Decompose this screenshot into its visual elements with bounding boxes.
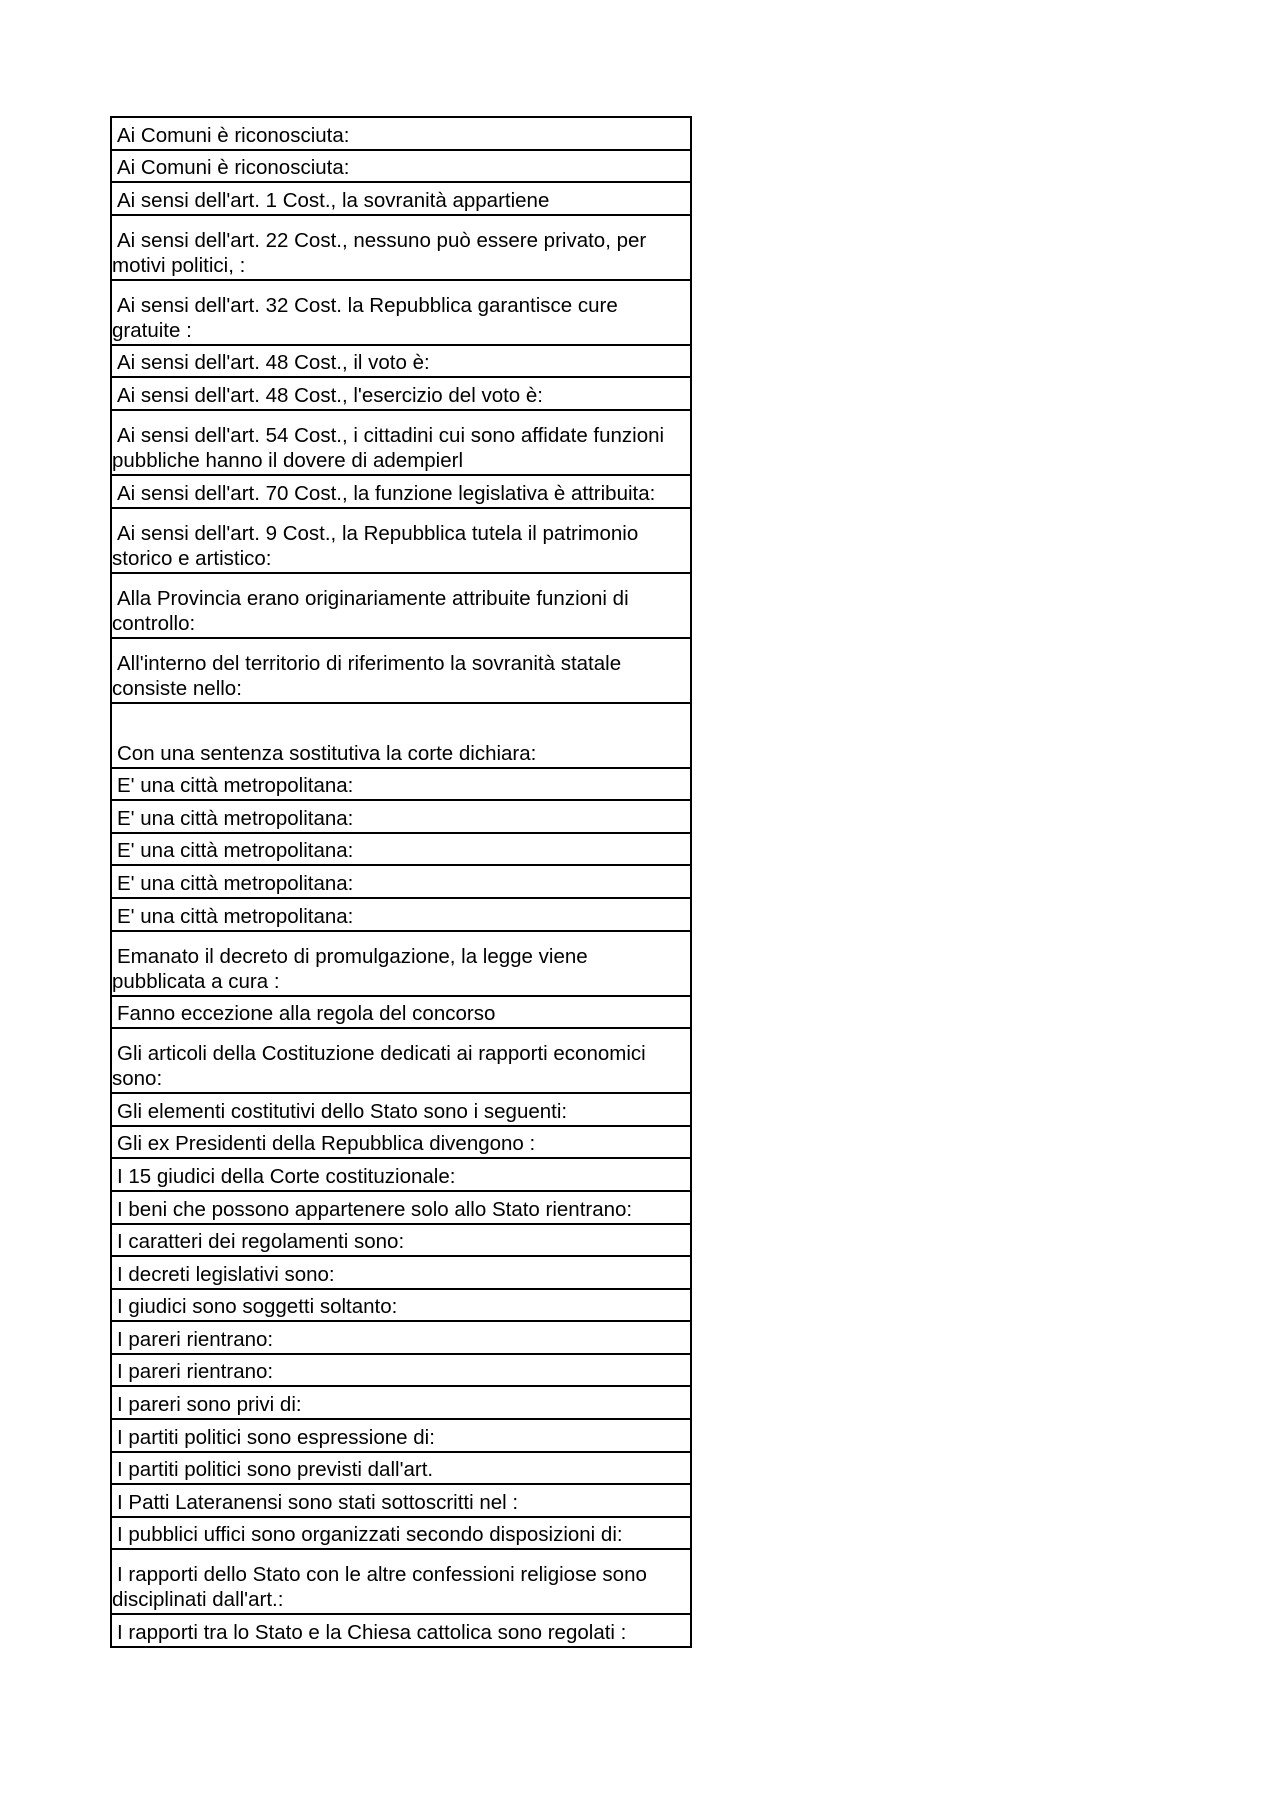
table-row[interactable]: [112, 151, 690, 184]
cell-text: E' una città metropolitana:: [117, 871, 354, 895]
table-row[interactable]: [112, 1029, 690, 1094]
table-row[interactable]: [112, 1518, 690, 1551]
table-row[interactable]: [112, 378, 690, 411]
cell-text: I rapporti tra lo Stato e la Chiesa cattolica sono regolati :: [117, 1621, 627, 1645]
table-row[interactable]: [112, 704, 690, 769]
table-row[interactable]: [112, 1225, 690, 1258]
table-row[interactable]: [112, 769, 690, 802]
cell-text: Con una sentenza sostitutiva la corte dichiara:: [117, 741, 537, 765]
cell-text: E' una città metropolitana:: [117, 904, 354, 928]
cell-text: E' una città metropolitana:: [117, 774, 354, 798]
cell-text: Fanno eccezione alla regola del concorso: [117, 1002, 496, 1026]
table-row[interactable]: [112, 1290, 690, 1323]
cell-text: I beni che possono appartenere solo allo Stato rientrano:: [117, 1197, 633, 1221]
table-row[interactable]: [112, 1485, 690, 1518]
cell-text: I Patti Lateranensi sono stati sottoscritti nel :: [117, 1490, 519, 1514]
table-row[interactable]: [112, 1159, 690, 1192]
table-row[interactable]: [112, 639, 690, 704]
table-row[interactable]: [112, 1257, 690, 1290]
cell-text: Ai sensi dell'art. 54 Cost., i cittadini cui sono affidate funzioni pubbliche hanno il dovere di adempierl: [112, 423, 665, 472]
table-row[interactable]: [112, 866, 690, 899]
table-row[interactable]: [112, 1127, 690, 1160]
cell-text: Ai Comuni è riconosciuta:: [117, 123, 350, 147]
cell-text: I pareri rientrano:: [117, 1327, 274, 1351]
cell-text: Ai sensi dell'art. 22 Cost., nessuno può essere privato, per motivi politici, :: [112, 228, 647, 277]
cell-text: E' una città metropolitana:: [117, 806, 354, 830]
cell-text: Ai sensi dell'art. 48 Cost., l'esercizio del voto è:: [117, 383, 543, 407]
cell-text: Ai sensi dell'art. 9 Cost., la Repubblica tutela il patrimonio storico e artistico:: [112, 521, 639, 570]
cell-text: I 15 giudici della Corte costituzionale:: [117, 1164, 456, 1188]
cell-text: I decreti legislativi sono:: [117, 1262, 335, 1286]
table-row[interactable]: [112, 1355, 690, 1388]
cell-text: Gli articoli della Costituzione dedicati ai rapporti economici sono:: [112, 1042, 646, 1091]
table-row[interactable]: [112, 834, 690, 867]
cell-text: I partiti politici sono espressione di:: [117, 1425, 435, 1449]
table-row[interactable]: [112, 997, 690, 1030]
table-row[interactable]: [112, 411, 690, 476]
table-row[interactable]: [112, 509, 690, 574]
cell-text: Ai Comuni è riconosciuta:: [117, 156, 350, 180]
cell-text: Ai sensi dell'art. 70 Cost., la funzione legislativa è attribuita:: [117, 481, 656, 505]
cell-text: I giudici sono soggetti soltanto:: [117, 1295, 398, 1319]
table-row[interactable]: [112, 1420, 690, 1453]
table-row[interactable]: [112, 118, 690, 151]
cell-text: I partiti politici sono previsti dall'art.: [117, 1458, 434, 1482]
table-row[interactable]: [112, 801, 690, 834]
table-row[interactable]: [112, 899, 690, 932]
cell-text: Emanato il decreto di promulgazione, la legge viene pubblicata a cura :: [112, 944, 588, 993]
table-row[interactable]: [112, 1453, 690, 1486]
cell-text: Ai sensi dell'art. 32 Cost. la Repubblica garantisce cure gratuite :: [112, 293, 618, 342]
table-row[interactable]: [112, 1322, 690, 1355]
cell-text: I rapporti dello Stato con le altre confessioni religiose sono disciplinati dall'art.:: [112, 1563, 647, 1612]
spreadsheet-column: [110, 116, 692, 1648]
cell-text: Gli ex Presidenti della Repubblica divengono :: [117, 1132, 536, 1156]
cell-text: E' una città metropolitana:: [117, 839, 354, 863]
table-row[interactable]: [112, 1192, 690, 1225]
table-row[interactable]: [112, 281, 690, 346]
table-row[interactable]: [112, 574, 690, 639]
table-row[interactable]: [112, 1615, 690, 1648]
table-row[interactable]: [112, 476, 690, 509]
cell-text: I pareri sono privi di:: [117, 1393, 302, 1417]
cell-text: I caratteri dei regolamenti sono:: [117, 1230, 405, 1254]
table-row[interactable]: [112, 932, 690, 997]
cell-text: I pubblici uffici sono organizzati secondo disposizioni di:: [117, 1523, 623, 1547]
cell-text: Ai sensi dell'art. 1 Cost., la sovranità appartiene: [117, 188, 550, 212]
table-row[interactable]: [112, 1550, 690, 1615]
table-row[interactable]: [112, 1094, 690, 1127]
table-row[interactable]: [112, 216, 690, 281]
cell-text: I pareri rientrano:: [117, 1360, 274, 1384]
cell-text: All'interno del territorio di riferimento la sovranità statale consiste nello:: [112, 651, 622, 700]
cell-text: Alla Provincia erano originariamente attribuite funzioni di controllo:: [112, 586, 629, 635]
cell-text: Gli elementi costitutivi dello Stato sono i seguenti:: [117, 1099, 568, 1123]
table-row[interactable]: [112, 1387, 690, 1420]
cell-text: Ai sensi dell'art. 48 Cost., il voto è:: [117, 351, 430, 375]
table-row[interactable]: [112, 183, 690, 216]
table-row[interactable]: [112, 346, 690, 379]
